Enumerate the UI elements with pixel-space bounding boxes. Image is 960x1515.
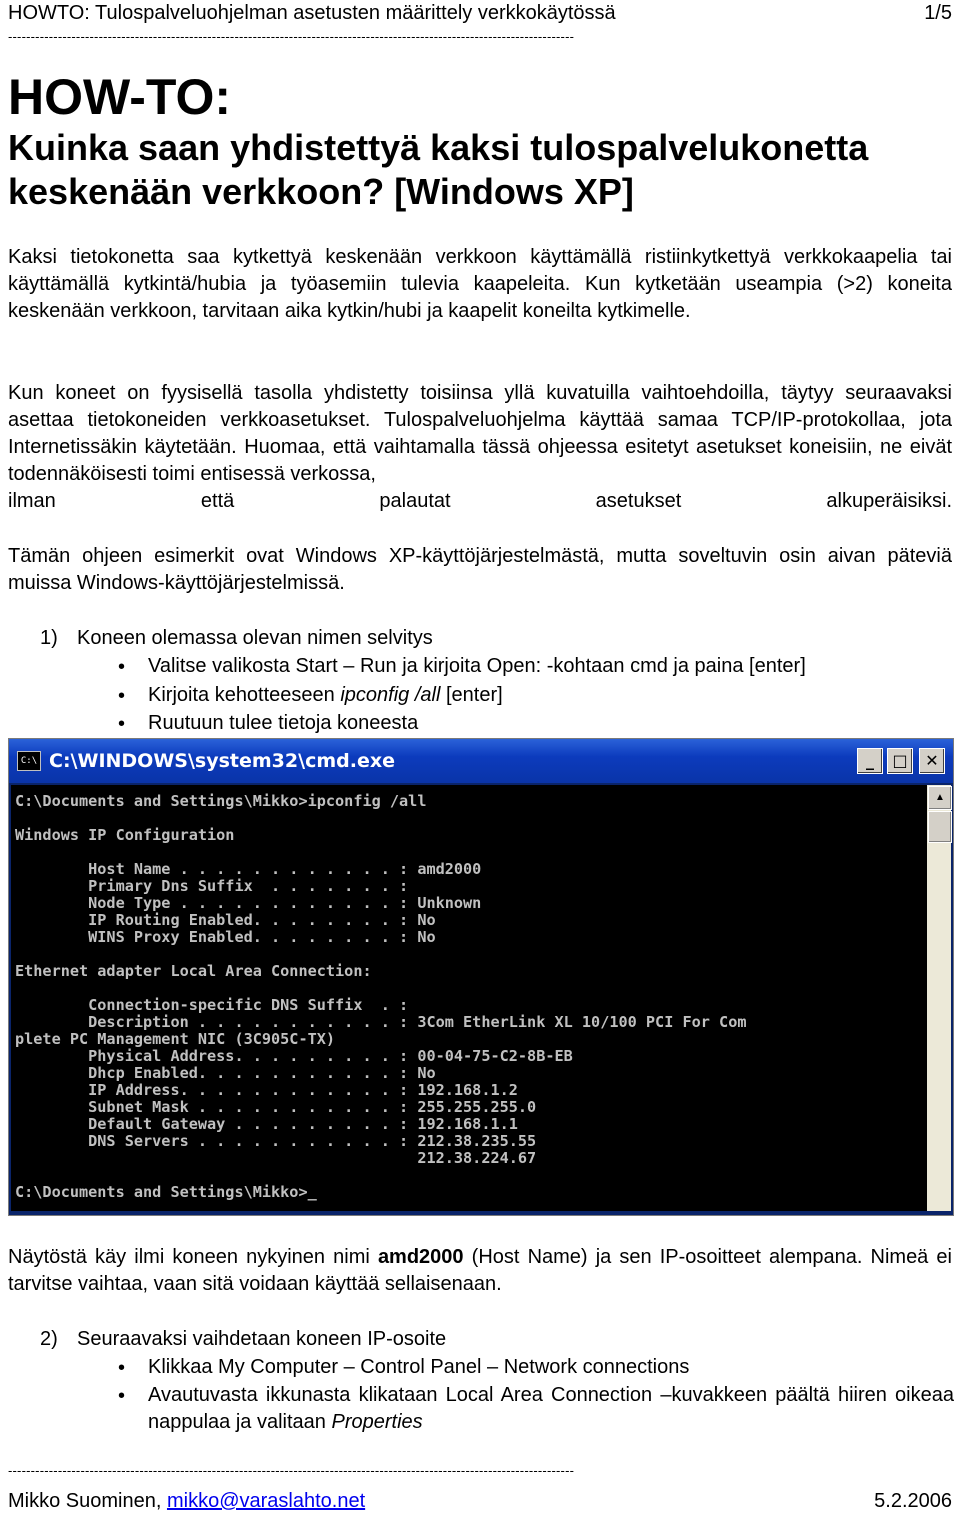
step1-bullet2-post: [enter] <box>440 684 503 706</box>
console-output: C:\Documents and Settings\Mikko>ipconfig /all Windows IP Configuration Host Name . . . . . . . . . . . . : amd2000 Primary Dns Suffix . . . . . . . : Node Type . . . . . . . . . . . . : Unknown IP Routing Enabled. . . . . . . . : No WINS Proxy Enabled. . . . . . . . : No Ethernet adapter Local Area Connection: Connection-specific DNS Suffix . : Description . . . . . . . . . . . : 3Com EtherLink XL 10/100 PCI For Com plete PC Management NIC (3C905C-TX) Physical Address. . . . . . . . . : 00-04-75-C2-8B-EB Dhcp Enabled. . . . . . . . . . . : No IP Address. . . . . . . . . . . . : 192.168.1.2 Subnet Mask . . . . . . . . . . . : 255.255.255.0 Default Gateway . . . . . . . . . : 192.168.1.1 DNS Servers . . . . . . . . . . . : 212.38.235.55 212.38.224.67 C:\Documents and Settings\Mikko>_ <box>15 792 747 1201</box>
result-paragraph <box>8 1244 952 1298</box>
scroll-thumb[interactable] <box>928 811 952 843</box>
result-text-post: (Host Name) ja sen IP-osoitteet alempana. Nimeä ei tarvitse vaihtaa, vaan sitä voidaan käyttää sellaisenaan. <box>8 1246 952 1295</box>
step1-bullet3: Ruutuun tulee tietoja koneesta <box>148 712 419 734</box>
cmd-window <box>8 738 954 1216</box>
step1-number: 1) <box>40 627 58 649</box>
scroll-up-icon[interactable]: ▲ <box>928 786 952 810</box>
header-separator: ----------------------------------------------------------------------------------------------------------------------------- <box>8 30 575 44</box>
cmd-window-title: C:\WINDOWS\system32\cmd.exe <box>49 750 395 772</box>
step1-title: Koneen olemassa olevan nimen selvitys <box>77 627 433 649</box>
bullet-icon: • <box>118 656 126 678</box>
ipconfig-command: ipconfig /all <box>340 684 441 706</box>
console-output-area[interactable] <box>11 785 927 1211</box>
cmd-app-icon: C:\ <box>17 751 41 771</box>
properties-menu-item: Properties <box>331 1411 423 1433</box>
step2-bullet2 <box>148 1382 954 1436</box>
step2-number: 2) <box>40 1328 58 1350</box>
page-number: 1/5 <box>924 2 952 24</box>
step2-bullet1: Klikkaa My Computer – Control Panel – Network connections <box>148 1356 690 1378</box>
console-scrollbar[interactable] <box>927 785 951 1211</box>
network-settings-paragraph <box>8 380 952 515</box>
author-name: Mikko Suominen, <box>8 1490 167 1512</box>
page-header-title: HOWTO: Tulospalveluohjelman asetusten määrittely verkkokäytössä <box>8 2 616 24</box>
document-subheading-line1: Kuinka saan yhdistettyä kaksi tulospalvelukonetta <box>8 127 869 168</box>
author-email-link[interactable]: mikko@varaslahto.net <box>166 1490 366 1512</box>
step1-bullet1: Valitse valikosta Start – Run ja kirjoita Open: -kohtaan cmd ja paina [enter] <box>148 655 806 677</box>
step1-bullet2-pre: Kirjoita kehotteeseen <box>148 684 341 706</box>
step2-bullet2-text: Avautuvasta ikkunasta klikataan Local Area Connection –kuvakkeen päältä hiiren oikeaa nappulaa ja valitaan <box>148 1384 954 1433</box>
close-icon[interactable]: ✕ <box>919 748 945 774</box>
host-name-value: amd2000 <box>377 1246 464 1268</box>
bullet-icon: • <box>118 1385 126 1407</box>
footer-date: 5.2.2006 <box>874 1490 952 1512</box>
document-heading: HOW-TO: <box>8 69 232 125</box>
windows-note-paragraph: Tämän ohjeen esimerkit ovat Windows XP-käyttöjärjestelmästä, mutta soveltuvin osin aivan päteviä muissa Windows-käyttöjärjestelmissä. <box>8 545 952 594</box>
footer-separator: ----------------------------------------------------------------------------------------------------------------------------- <box>8 1464 575 1478</box>
network-settings-text-end: ilman että palautat asetukset alkuperäisiksi. <box>8 490 952 512</box>
bullet-icon: • <box>118 685 126 707</box>
step1-bullet2 <box>148 682 954 709</box>
cmd-titlebar[interactable] <box>9 739 953 783</box>
bullet-icon: • <box>118 1357 126 1379</box>
document-subheading-line2: keskenään verkkoon? [Windows XP] <box>8 171 634 212</box>
network-settings-text: Kun koneet on fyysisellä tasolla yhdistetty toisiinsa yllä kuvatuilla vaihtoehdoilla, täytyy seuraavaksi asettaa tietokoneiden verkkoasetukset. Tulospalveluohjelma käyttää samaa TCP/IP-protokollaa, jota Internetissäkin käytetään. Huomaa, että vaihtamalla tässä ohjeessa esitetyt asetukset koneisiin, ne eivät todennäköisesti toimi entisessä verkossa, <box>8 382 952 485</box>
result-text-pre: Näytöstä käy ilmi koneen nykyinen nimi <box>8 1246 378 1268</box>
bullet-icon: • <box>118 713 126 735</box>
footer-author <box>8 1488 365 1514</box>
intro-paragraph: Kaksi tietokonetta saa kytkettyä keskenään verkkoon käyttämällä ristiinkytkettyä verkkokaapelia tai käyttämällä kytkintä/hubia ja työasemiin tulevia kaapeleita. Kun kytketään useampia (>2) koneita keskenään verkkoon, tarvitaan aika kytkin/hubi ja kaapelit koneilta kytkimelle. <box>8 246 952 322</box>
maximize-icon[interactable]: □ <box>887 748 913 774</box>
step2-title: Seuraavaksi vaihdetaan koneen IP-osoite <box>77 1328 447 1350</box>
minimize-icon[interactable]: _ <box>857 748 883 774</box>
